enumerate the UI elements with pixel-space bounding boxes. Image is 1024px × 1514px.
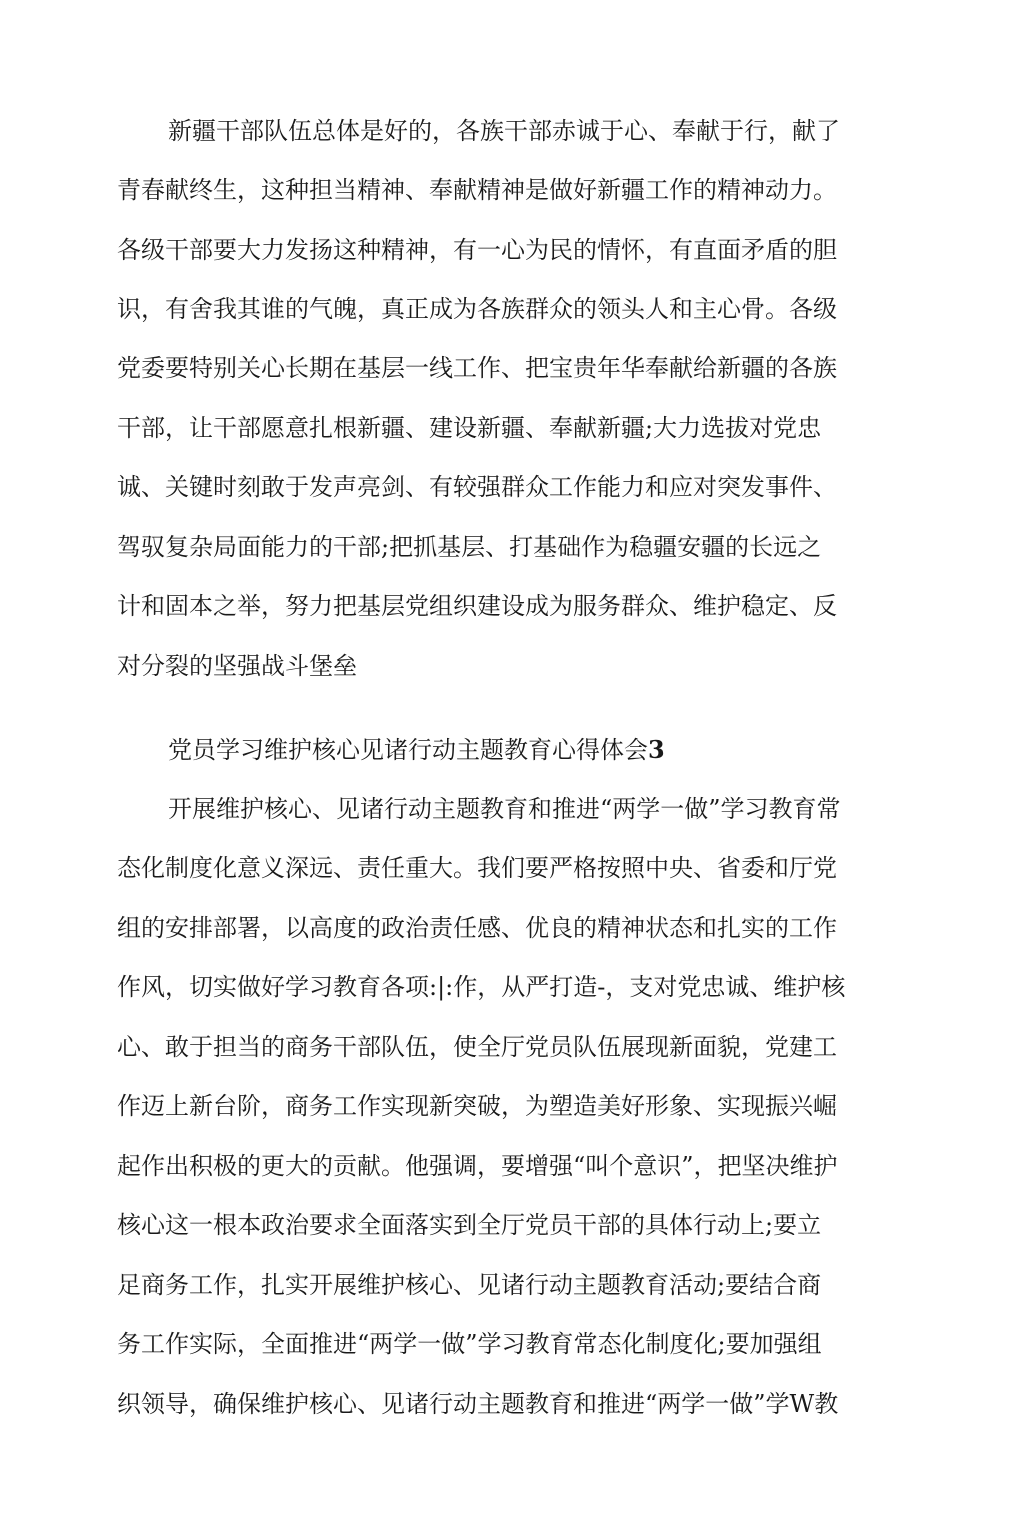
paragraph-line: 作迈上新台阶，商务工作实现新突破，为塑造美好形象、实现振兴崛 (117, 1092, 837, 1120)
paragraph-line: 计和固本之举，努力把基层党组织建设成为服务群众、维护稳定、反 (117, 592, 837, 620)
section-heading-number: 3 (648, 735, 665, 764)
paragraph-line: 作风，切实做好学习教育各项:|:作，从严打造-，支对党忠诚、维护核 (117, 973, 846, 1001)
paragraph-line: 织领导，确保维护核心、见诸行动主题教育和推进“两学一做”学W教 (117, 1390, 839, 1418)
section-heading-text: 党员学习维护核心见诸行动主题教育心得体会 (168, 736, 648, 764)
paragraph-line: 足商务工作，扎实开展维护核心、见诸行动主题教育活动;要结合商 (117, 1271, 822, 1299)
paragraph-line: 新疆干部队伍总体是好的，各族干部赤诚于心、奉献于行，献了 (168, 117, 840, 145)
section-heading (168, 735, 665, 765)
paragraph-line: 识，有舍我其谁的气魄，真正成为各族群众的领头人和主心骨。各级 (117, 295, 837, 323)
paragraph-line: 核心这一根本政治要求全面落实到全厅党员干部的具体行动上;要立 (117, 1211, 822, 1239)
paragraph-line: 开展维护核心、见诸行动主题教育和推进“两学一做”学习教育常 (168, 795, 841, 823)
paragraph-line: 态化制度化意义深远、责任重大。我们要严格按照中央、省委和厅党 (117, 854, 837, 882)
paragraph-line: 干部，让干部愿意扎根新疆、建设新疆、奉献新疆;大力选拔对党忠 (117, 414, 822, 442)
paragraph-line: 各级干部要大力发扬这种精神，有一心为民的情怀，有直面矛盾的胆 (117, 236, 837, 264)
paragraph-line: 诚、关键时刻敢于发声亮剑、有较强群众工作能力和应对突发事件、 (117, 473, 837, 501)
paragraph-line: 心、敢于担当的商务干部队伍，使全厅党员队伍展现新面貌，党建工 (117, 1033, 837, 1061)
paragraph-line: 对分裂的坚强战斗堡垒 (117, 652, 357, 680)
paragraph-line: 组的安排部署，以高度的政治责任感、优良的精神状态和扎实的工作 (117, 914, 837, 942)
paragraph-line: 起作出积极的更大的贡献。他强调，要增强“叫个意识”，把坚决维护 (117, 1152, 838, 1180)
paragraph-line: 党委要特别关心长期在基层一线工作、把宝贵年华奉献给新疆的各族 (117, 354, 837, 382)
paragraph-line: 驾驭复杂局面能力的干部;把抓基层、打基础作为稳疆安疆的长远之 (117, 533, 822, 561)
paragraph-line: 务工作实际，全面推进“两学一做”学习教育常态化制度化;要加强组 (117, 1330, 822, 1358)
paragraph-line: 青春献终生，这种担当精神、奉献精神是做好新疆工作的精神动力。 (117, 176, 837, 204)
